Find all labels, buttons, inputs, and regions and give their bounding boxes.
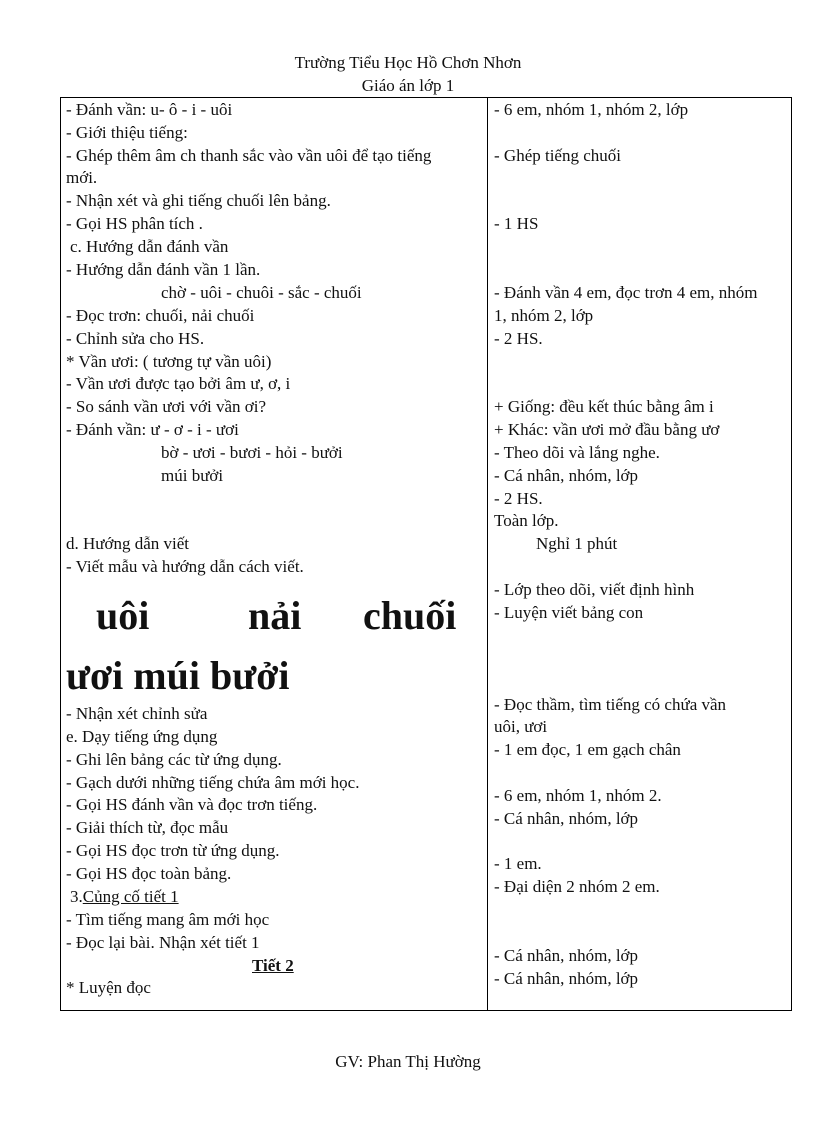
teacher-line: - Đánh vần: ư - ơ - i - ươi	[66, 420, 239, 439]
spelling-line: bờ - ươi - bươi - hỏi - bưởi	[161, 443, 343, 462]
section-heading: d. Hướng dẫn viết	[66, 534, 190, 553]
student-line: - 2 HS.	[494, 329, 543, 348]
student-line: - Lớp theo dõi, viết định hình	[494, 580, 695, 599]
column-divider	[487, 97, 488, 1011]
student-line: 1, nhóm 2, lớp	[494, 306, 594, 325]
teacher-line: * Luyện đọc	[66, 978, 151, 997]
student-line: - 6 em, nhóm 1, nhóm 2, lớp	[494, 100, 689, 119]
teacher-line: - Gọi HS phân tích .	[66, 214, 203, 233]
student-line: - 1 HS	[494, 214, 539, 233]
school-name: Trường Tiểu Học Hồ Chơn Nhơn	[294, 53, 522, 72]
writing-sample-nai: nải	[248, 593, 302, 638]
teacher-line: - Viết mẫu và hướng dẫn cách viết.	[66, 557, 304, 576]
teacher-line: - Hướng dẫn đánh vần 1 lần.	[66, 260, 261, 279]
teacher-line: - Đọc trơn: chuối, nải chuối	[66, 306, 255, 325]
student-line: - Đánh vần 4 em, đọc trơn 4 em, nhóm	[494, 283, 758, 302]
teacher-line: - So sánh vần ươi với vần ơi?	[66, 397, 267, 416]
teacher-line: - Nhận xét chỉnh sửa	[66, 704, 208, 723]
student-line: + Khác: vần ươi mở đầu bằng ươ	[494, 420, 720, 439]
period-heading: Tiết 2	[252, 956, 294, 975]
student-line: - Cá nhân, nhóm, lớp	[494, 969, 639, 988]
teacher-name: GV: Phan Thị Hường	[335, 1052, 481, 1071]
teacher-line: * Vần ươi: ( tương tự vần uôi)	[66, 352, 272, 371]
writing-sample-chuoi: chuối	[363, 593, 457, 638]
teacher-line: - Đánh vần: u- ô - i - uôi	[66, 100, 233, 119]
teacher-line: - Nhận xét và ghi tiếng chuối lên bảng.	[66, 191, 331, 210]
writing-sample-uoi: uôi	[96, 593, 150, 638]
student-line: Toàn lớp.	[494, 511, 559, 530]
student-line: - Luyện viết bảng con	[494, 603, 644, 622]
student-line: - Cá nhân, nhóm, lớp	[494, 809, 639, 828]
teacher-line: - Đọc lại bài. Nhận xét tiết 1	[66, 933, 260, 952]
spelling-line: chờ - uôi - chuôi - sắc - chuối	[161, 283, 362, 302]
teacher-line: - Tìm tiếng mang âm mới học	[66, 910, 270, 929]
student-line: - 2 HS.	[494, 489, 543, 508]
lesson-subject: Giáo án lớp 1	[361, 76, 455, 95]
section-heading: c. Hướng dẫn đánh vần	[70, 237, 229, 256]
student-line: - Ghép tiếng chuối	[494, 146, 621, 165]
student-line: - Đọc thầm, tìm tiếng có chứa vần	[494, 695, 727, 714]
teacher-line: - Giới thiệu tiếng:	[66, 123, 188, 142]
student-line: + Giống: đều kết thúc bằng âm i	[494, 397, 714, 416]
teacher-line: - Vần ươi được tạo bởi âm ư, ơ, i	[66, 374, 291, 393]
teacher-line: - Gọi HS đánh vần và đọc trơn tiếng.	[66, 795, 318, 814]
student-line: - 1 em.	[494, 854, 542, 873]
student-line: - Theo dõi và lắng nghe.	[494, 443, 660, 462]
teacher-line: - Gọi HS đọc toàn bảng.	[66, 864, 232, 883]
section-number: 3.	[70, 887, 83, 906]
spelling-line: múi bưởi	[161, 466, 224, 485]
teacher-line: - Chỉnh sửa cho HS.	[66, 329, 205, 348]
teacher-line: - Ghi lên bảng các từ ứng dụng.	[66, 750, 282, 769]
teacher-line: - Gạch dưới những tiếng chứa âm mới học.	[66, 773, 360, 792]
teacher-line: - Gọi HS đọc trơn từ ứng dụng.	[66, 841, 280, 860]
teacher-line: - Ghép thêm âm ch thanh sắc vào vần uôi để tạo tiếng	[66, 146, 432, 165]
student-line: uôi, ươi	[494, 717, 548, 736]
section-heading	[70, 886, 179, 908]
student-line: - 1 em đọc, 1 em gạch chân	[494, 740, 681, 759]
student-line: - Cá nhân, nhóm, lớp	[494, 466, 639, 485]
writing-sample-uoi-mui-buoi: ươi múi bưởi	[66, 653, 290, 698]
student-line: - Đại diện 2 nhóm 2 em.	[494, 877, 660, 896]
section-title: Củng cố tiết 1	[82, 887, 179, 906]
teacher-line: mới.	[66, 168, 98, 187]
student-line: - 6 em, nhóm 1, nhóm 2.	[494, 786, 662, 805]
section-heading: e. Dạy tiếng ứng dụng	[66, 727, 218, 746]
break-note: Nghỉ 1 phút	[536, 534, 618, 553]
student-line: - Cá nhân, nhóm, lớp	[494, 946, 639, 965]
teacher-line: - Giải thích từ, đọc mẫu	[66, 818, 229, 837]
